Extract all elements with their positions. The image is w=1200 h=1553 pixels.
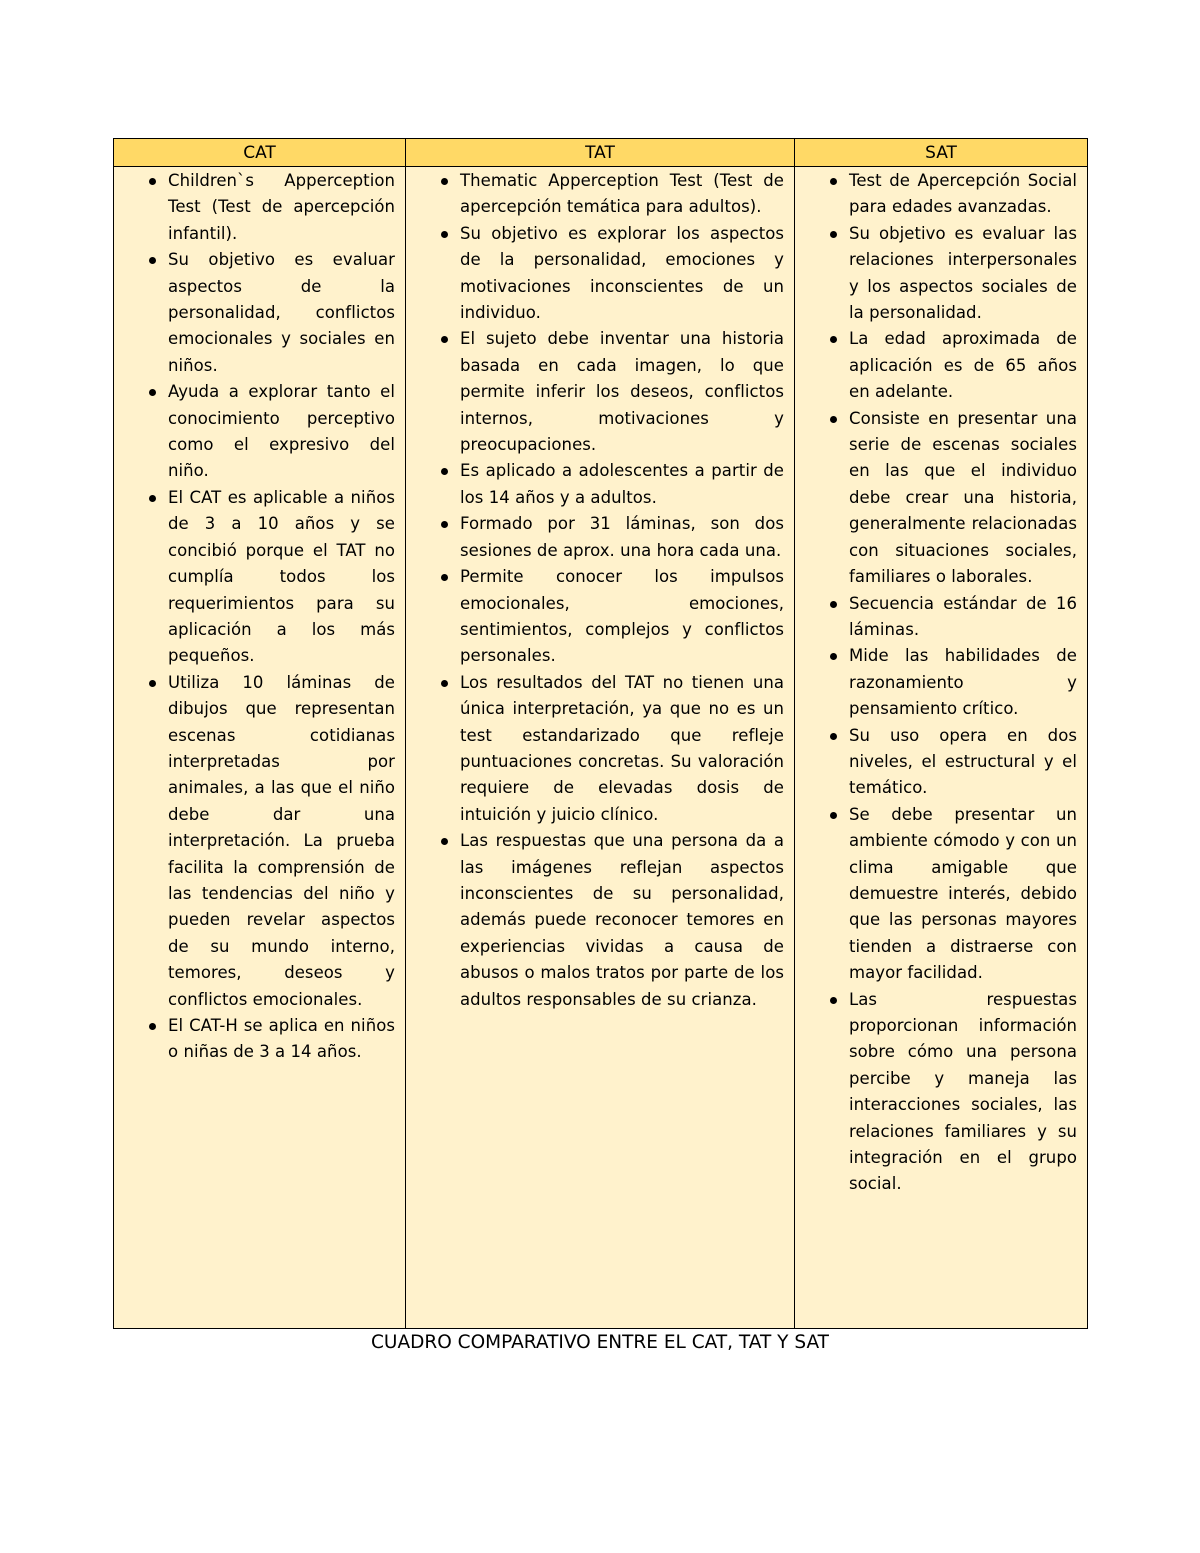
list-item-text: Secuencia estándar de 16 láminas. bbox=[849, 593, 1077, 639]
bullet-icon bbox=[149, 257, 156, 264]
bullet-icon bbox=[830, 601, 837, 608]
bullet-icon bbox=[149, 495, 156, 502]
header-cat: CAT bbox=[114, 139, 406, 167]
list-item bbox=[122, 168, 395, 247]
table-caption: CUADRO COMPARATIVO ENTRE EL CAT, TAT Y SAT bbox=[371, 1332, 829, 1353]
list-item bbox=[414, 564, 784, 670]
list-item bbox=[803, 987, 1077, 1198]
list-item-text: Utiliza 10 láminas de dibujos que representan escenas cotidianas interpretadas por animales, a las que el niño debe dar una interpretación. La prueba facilita la comprensión de las tendencias del niño y pueden revelar aspectos de su mundo interno, temores, deseos y conflictos emocionales. bbox=[168, 672, 395, 1009]
bullet-icon bbox=[830, 231, 837, 238]
list-item bbox=[122, 1013, 395, 1066]
list-item-text: Thematic Apperception Test (Test de apercepción temática para adultos). bbox=[460, 171, 784, 217]
bullet-icon bbox=[441, 838, 448, 845]
list-item bbox=[803, 723, 1077, 802]
list-item-text: Las respuestas que una persona da a las imágenes reflejan aspectos inconscientes de su personalidad, además puede reconocer temores en experiencias vividas a causa de abusos o malos tratos por parte de los adultos responsables de su crianza. bbox=[460, 831, 784, 1009]
list-item-text: El sujeto debe inventar una historia basada en cada imagen, lo que permite inferir los deseos, conflictos internos, motivaciones y preocupaciones. bbox=[460, 329, 784, 455]
list-item bbox=[803, 168, 1077, 221]
list-item-text: Formado por 31 láminas, son dos sesiones de aprox. una hora cada una. bbox=[460, 514, 784, 560]
bullet-icon bbox=[441, 521, 448, 528]
list-item-text: El CAT es aplicable a niños de 3 a 10 años y se concibió porque el TAT no cumplía todos los requerimientos para su aplicación a los más pequeños. bbox=[168, 487, 395, 666]
list-item bbox=[414, 828, 784, 1013]
list-item bbox=[414, 168, 784, 221]
bullet-icon bbox=[149, 680, 156, 687]
list-item bbox=[803, 802, 1077, 987]
list-item bbox=[803, 221, 1077, 327]
list-item-text: Es aplicado a adolescentes a partir de los 14 años y a adultos. bbox=[460, 461, 784, 507]
list-item-text: Ayuda a explorar tanto el conocimiento perceptivo como el expresivo del niño. bbox=[168, 382, 395, 481]
bullet-icon bbox=[830, 733, 837, 740]
list-item bbox=[122, 247, 395, 379]
list-item bbox=[122, 485, 395, 670]
tat-list bbox=[414, 168, 784, 1013]
bullet-icon bbox=[441, 680, 448, 687]
cat-cell bbox=[114, 167, 406, 1329]
bullet-icon bbox=[441, 231, 448, 238]
list-item bbox=[803, 326, 1077, 405]
content-row bbox=[114, 167, 1088, 1329]
bullet-icon bbox=[441, 178, 448, 185]
list-item bbox=[414, 458, 784, 511]
header-sat: SAT bbox=[795, 139, 1088, 167]
bullet-icon bbox=[149, 178, 156, 185]
list-item bbox=[803, 591, 1077, 644]
list-item bbox=[122, 670, 395, 1013]
header-row bbox=[114, 139, 1088, 167]
bullet-icon bbox=[441, 336, 448, 343]
list-item-text: Su objetivo es evaluar las relaciones interpersonales y los aspectos sociales de la personalidad. bbox=[849, 223, 1077, 323]
bullet-icon bbox=[441, 574, 448, 581]
list-item bbox=[414, 221, 784, 327]
cat-list bbox=[122, 168, 395, 1066]
list-item-text: La edad aproximada de aplicación es de 65 años en adelante. bbox=[849, 329, 1077, 402]
list-item-text: Mide las habilidades de razonamiento y pensamiento crítico. bbox=[849, 646, 1077, 719]
list-item-text: Permite conocer los impulsos emocionales, emociones, sentimientos, complejos y conflictos personales. bbox=[460, 567, 784, 666]
bullet-icon bbox=[830, 653, 837, 660]
list-item-text: Su objetivo es explorar los aspectos de la personalidad, emociones y motivaciones inconscientes de un individuo. bbox=[460, 223, 784, 323]
sat-list bbox=[803, 168, 1077, 1198]
list-item bbox=[414, 511, 784, 564]
bullet-icon bbox=[830, 416, 837, 423]
list-item bbox=[122, 379, 395, 485]
list-item bbox=[803, 643, 1077, 722]
bullet-icon bbox=[830, 336, 837, 343]
list-item-text: Los resultados del TAT no tienen una única interpretación, ya que no es un test estandarizado que refleje puntuaciones concretas. Su valoración requiere de elevadas dosis de intuición y juicio clínico. bbox=[460, 672, 784, 824]
list-item-text: Se debe presentar un ambiente cómodo y con un clima amigable que demuestre interés, debido que las personas mayores tienden a distraerse con mayor facilidad. bbox=[849, 804, 1077, 983]
tat-cell bbox=[406, 167, 795, 1329]
bullet-icon bbox=[441, 468, 448, 475]
bullet-icon bbox=[830, 997, 837, 1004]
list-item-text: Consiste en presentar una serie de escenas sociales en las que el individuo debe crear una historia, generalmente relacionadas con situaciones sociales, familiares o laborales. bbox=[849, 408, 1077, 587]
sat-cell bbox=[795, 167, 1088, 1329]
bullet-icon bbox=[830, 178, 837, 185]
bullet-icon bbox=[149, 389, 156, 396]
comparison-table bbox=[113, 138, 1088, 1329]
list-item-text: Las respuestas proporcionan información sobre cómo una persona percibe y maneja las interacciones sociales, las relaciones familiares y su integración en el grupo social. bbox=[849, 989, 1077, 1194]
header-tat: TAT bbox=[406, 139, 795, 167]
list-item bbox=[803, 406, 1077, 591]
list-item-text: Su uso opera en dos niveles, el estructural y el temático. bbox=[849, 725, 1077, 798]
bullet-icon bbox=[149, 1023, 156, 1030]
bullet-icon bbox=[830, 812, 837, 819]
list-item-text: Su objetivo es evaluar aspectos de la personalidad, conflictos emocionales y sociales en niños. bbox=[168, 250, 395, 375]
list-item-text: El CAT-H se aplica en niños o niñas de 3 a 14 años. bbox=[168, 1016, 395, 1062]
list-item bbox=[414, 326, 784, 458]
list-item-text: Test de Apercepción Social para edades avanzadas. bbox=[849, 171, 1077, 217]
list-item bbox=[414, 670, 784, 828]
list-item-text: Children`s Apperception Test (Test de apercepción infantil). bbox=[168, 171, 395, 243]
